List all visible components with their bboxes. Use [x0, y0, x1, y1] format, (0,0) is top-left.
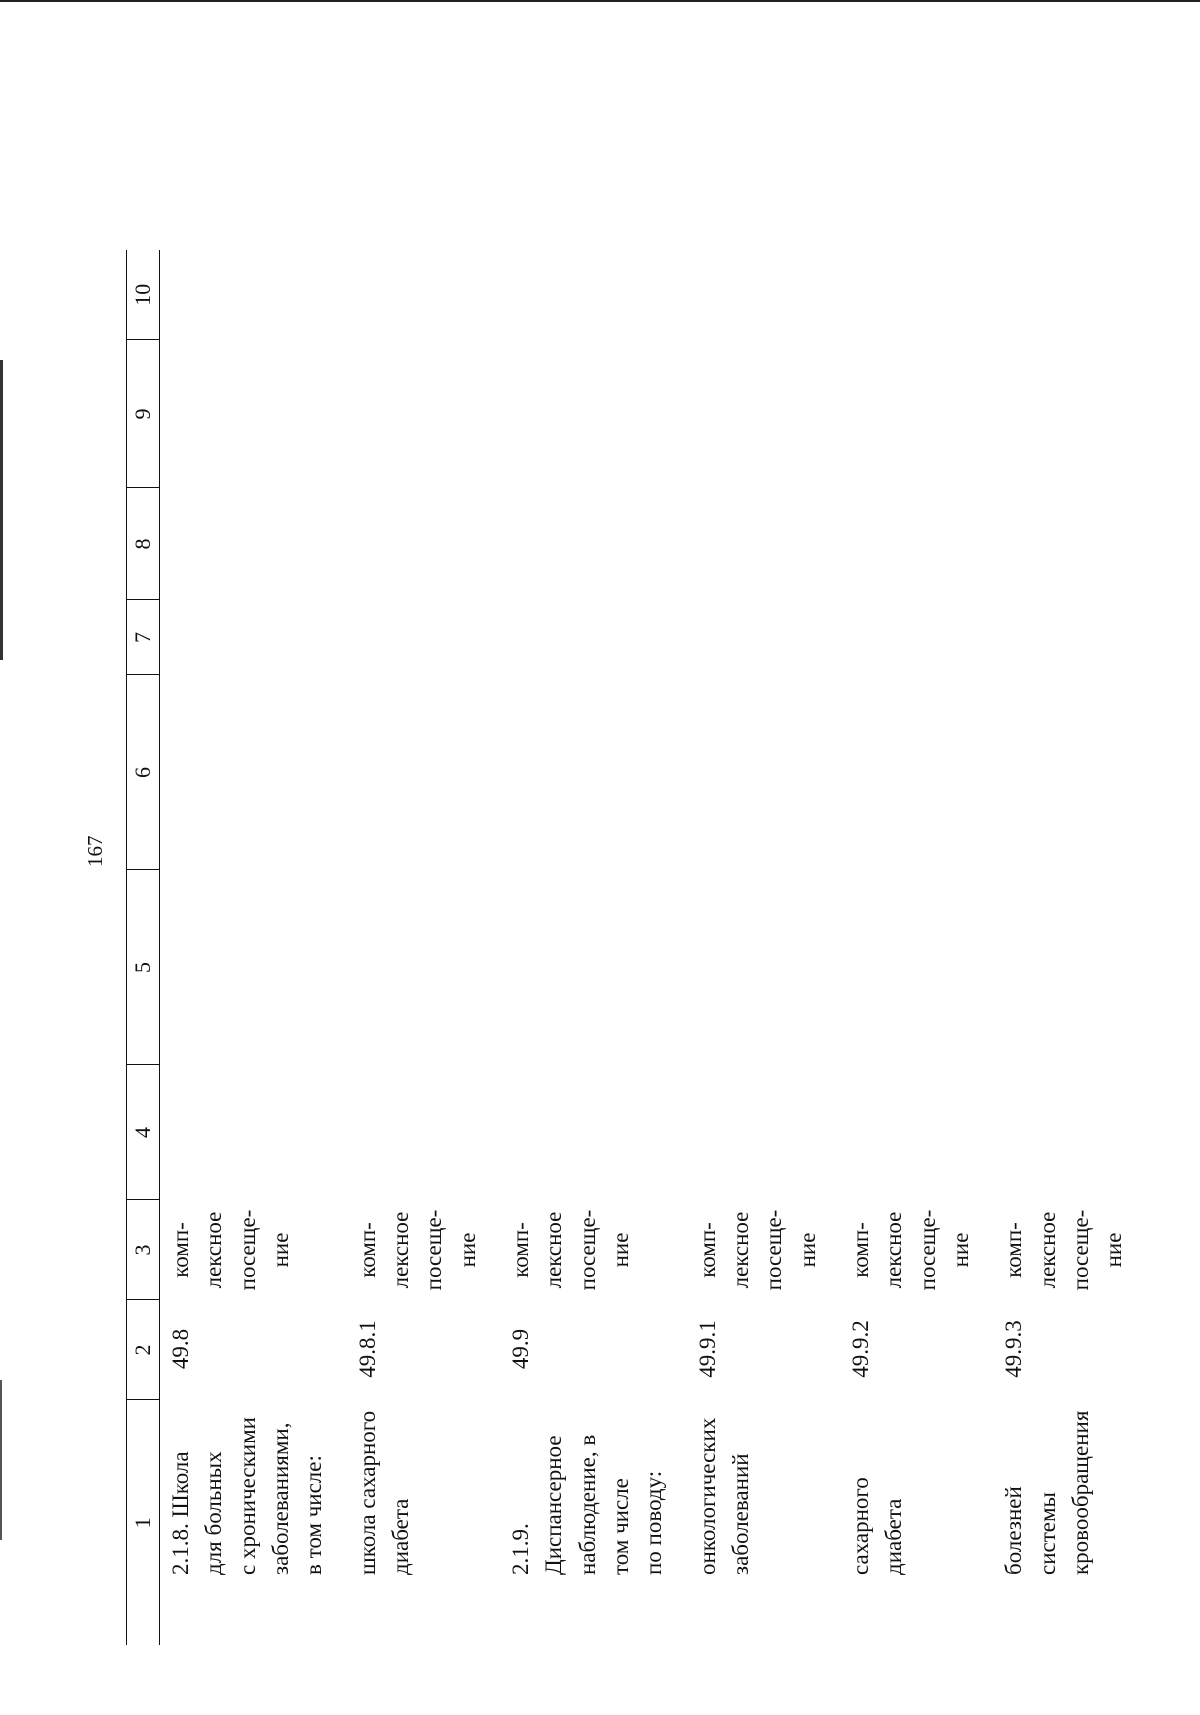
- empty-cell: [844, 675, 997, 870]
- header-cell: 1: [127, 1400, 160, 1645]
- empty-cell: [159, 250, 350, 340]
- header-cell: 8: [127, 488, 160, 600]
- row-name: [997, 1400, 1150, 1645]
- empty-cell: [844, 340, 997, 488]
- empty-cell: [844, 250, 997, 340]
- row-name: [504, 1400, 691, 1645]
- empty-cell: [997, 870, 1150, 1065]
- table-row: [159, 250, 350, 1645]
- header-cell: 6: [127, 675, 160, 870]
- table-row: [997, 250, 1150, 1645]
- row-unit-text: комп- лексное посеще- ние: [507, 1209, 634, 1291]
- empty-cell: [504, 675, 691, 870]
- empty-cell: [691, 600, 844, 675]
- empty-cell: [691, 1065, 844, 1200]
- row-name-text: 2.1.9. Диспансерное наблюдение, в том числе по поводу:: [507, 1434, 667, 1575]
- header-cell: 5: [127, 870, 160, 1065]
- empty-cell: [504, 340, 691, 488]
- empty-cell: [159, 488, 350, 600]
- empty-cell: [691, 870, 844, 1065]
- row-name-text: 2.1.8. Школа для больных с хроническими заболеваниями, в том числе:: [167, 1417, 327, 1575]
- empty-cell: [504, 870, 691, 1065]
- empty-cell: [351, 1065, 504, 1200]
- empty-cell: [997, 488, 1150, 600]
- empty-cell: [351, 488, 504, 600]
- empty-cell: [504, 250, 691, 340]
- row-code: 49.9: [507, 1328, 533, 1370]
- row-name-text: болезней системы кровообращения: [1001, 1410, 1094, 1575]
- row-unit: [351, 1200, 504, 1300]
- empty-cell: [351, 870, 504, 1065]
- row-code: 49.9.1: [694, 1320, 720, 1378]
- empty-cell: [351, 250, 504, 340]
- row-unit-text: комп- лексное посеще- ние: [1001, 1209, 1127, 1291]
- header-cell: 4: [127, 1065, 160, 1200]
- row-unit-text: комп- лексное посеще- ние: [848, 1209, 974, 1291]
- row-name-text: онкологических заболеваний: [694, 1417, 754, 1575]
- row-name: [844, 1400, 997, 1645]
- row-unit: [159, 1200, 350, 1300]
- row-code: 49.9.2: [848, 1320, 874, 1378]
- row-code: 49.9.3: [1001, 1320, 1027, 1378]
- empty-cell: [997, 340, 1150, 488]
- header-cell: 2: [127, 1300, 160, 1400]
- header-row: [127, 250, 160, 1645]
- empty-cell: [691, 488, 844, 600]
- page-number: 167: [83, 835, 107, 867]
- empty-cell: [997, 1065, 1150, 1200]
- row-unit: [691, 1200, 844, 1300]
- data-table: [126, 250, 1151, 1645]
- row-unit: [997, 1200, 1150, 1300]
- empty-cell: [997, 675, 1150, 870]
- empty-cell: [997, 250, 1150, 340]
- empty-cell: [159, 600, 350, 675]
- row-unit-text: комп- лексное посеще- ние: [694, 1209, 820, 1291]
- row-name-text: сахарного диабета: [848, 1477, 907, 1575]
- header-cell: 7: [127, 600, 160, 675]
- row-name: [159, 1400, 350, 1645]
- empty-cell: [844, 1065, 997, 1200]
- empty-cell: [159, 675, 350, 870]
- empty-cell: [691, 340, 844, 488]
- empty-cell: [159, 1065, 350, 1200]
- empty-cell: [351, 600, 504, 675]
- empty-cell: [691, 250, 844, 340]
- row-name: [351, 1400, 504, 1645]
- table-row: [504, 250, 691, 1645]
- row-name-text: школа сахарного диабета: [354, 1410, 413, 1575]
- header-cell: 9: [127, 340, 160, 488]
- empty-cell: [351, 675, 504, 870]
- table-row: [351, 250, 504, 1645]
- row-code: 49.8.1: [354, 1320, 380, 1378]
- header-cell: 3: [127, 1200, 160, 1300]
- row-code: 49.8: [167, 1328, 193, 1370]
- empty-cell: [844, 488, 997, 600]
- row-unit-text: комп- лексное посеще- ние: [167, 1209, 293, 1291]
- empty-cell: [844, 600, 997, 675]
- table-row: [691, 250, 844, 1645]
- empty-cell: [159, 340, 350, 488]
- row-unit-text: комп- лексное посеще- ние: [354, 1209, 480, 1291]
- empty-cell: [504, 1065, 691, 1200]
- empty-cell: [504, 488, 691, 600]
- empty-cell: [351, 340, 504, 488]
- row-name: [691, 1400, 844, 1645]
- row-unit: [504, 1200, 691, 1300]
- empty-cell: [691, 675, 844, 870]
- empty-cell: [997, 600, 1150, 675]
- empty-cell: [844, 870, 997, 1065]
- header-cell: 10: [127, 250, 160, 340]
- table-row: [844, 250, 997, 1645]
- row-unit: [844, 1200, 997, 1300]
- empty-cell: [159, 870, 350, 1065]
- empty-cell: [504, 600, 691, 675]
